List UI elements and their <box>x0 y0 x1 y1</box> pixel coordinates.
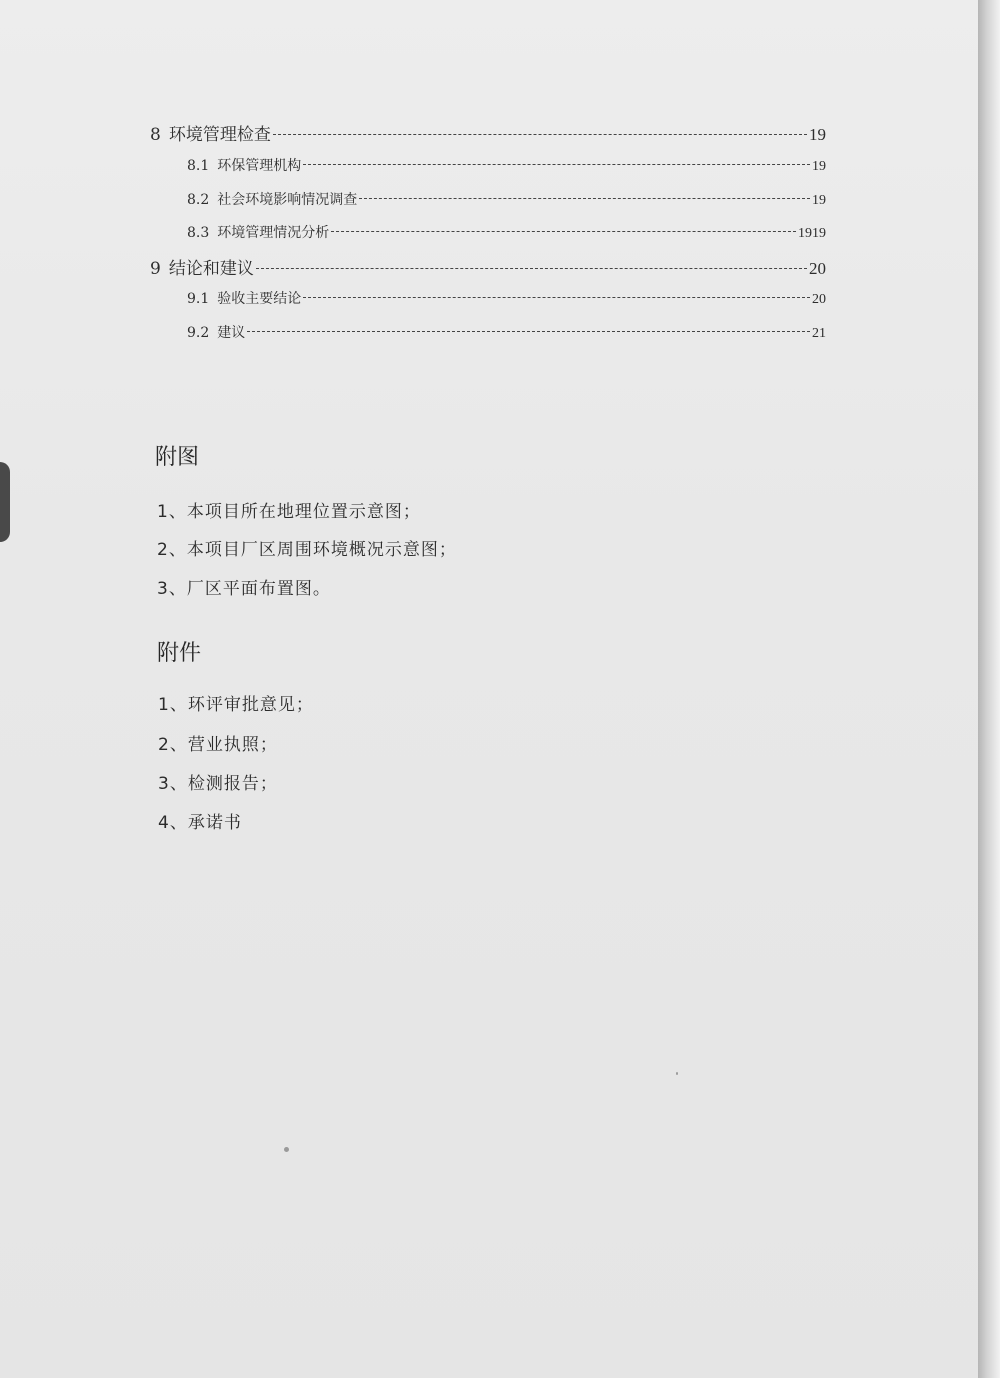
toc-number: 8 <box>150 125 161 145</box>
toc-title: 验收主要结论 <box>217 291 302 307</box>
toc-number: 8.3 <box>187 225 210 241</box>
toc-leader <box>359 198 810 199</box>
toc-number: 8.1 <box>187 158 210 174</box>
figures-heading: 附图 <box>155 445 200 470</box>
toc-entry-9 <box>150 254 826 279</box>
toc-page: 19 <box>809 125 826 144</box>
toc-entry-9-1 <box>187 288 826 308</box>
toc-leader <box>303 164 810 165</box>
toc-title: 建议 <box>217 325 246 341</box>
toc-title: 环保管理机构 <box>217 158 302 174</box>
binding-notch <box>0 462 10 542</box>
toc-leader <box>303 297 810 298</box>
toc-title: 环境管理检查 <box>168 125 271 145</box>
toc-title: 社会环境影响情况调查 <box>217 192 358 208</box>
toc-title: 结论和建议 <box>168 259 254 279</box>
toc-page: 19 <box>812 193 826 208</box>
toc-leader <box>247 331 810 332</box>
toc-entry-8-3 <box>187 222 826 242</box>
toc-number: 9.2 <box>187 325 210 341</box>
page-edge-shadow <box>978 0 1000 1378</box>
attachment-item-2: 2、营业执照； <box>158 735 278 755</box>
figure-item-2: 2、本项目厂区周围环境概况示意图； <box>157 540 457 560</box>
toc-number: 9.1 <box>187 291 210 307</box>
toc-number: 9 <box>150 259 161 279</box>
toc-page: 20 <box>812 292 826 307</box>
toc-leader <box>273 134 807 135</box>
toc-entry-8-1 <box>187 155 826 175</box>
attachment-item-1: 1、环评审批意见； <box>158 695 314 715</box>
toc-leader <box>256 268 807 269</box>
toc-entry-9-2 <box>187 322 826 342</box>
figure-item-1: 1、本项目所在地理位置示意图； <box>157 502 421 522</box>
toc-title: 环境管理情况分析 <box>217 225 330 241</box>
figure-item-3: 3、厂区平面布置图。 <box>157 579 331 599</box>
attachments-heading: 附件 <box>157 641 202 666</box>
toc-entry-8-2 <box>187 189 826 209</box>
toc-number: 8.2 <box>187 192 210 208</box>
toc-page: 1919 <box>798 226 826 241</box>
attachment-item-4: 4、承诺书 <box>158 813 242 833</box>
toc-page: 19 <box>812 159 826 174</box>
toc-page: 20 <box>809 259 826 278</box>
toc-page: 21 <box>812 326 826 341</box>
toc-leader <box>331 231 796 232</box>
scan-speck <box>284 1147 289 1152</box>
scan-speck <box>676 1072 678 1075</box>
attachment-item-3: 3、检测报告； <box>158 774 278 794</box>
toc-entry-8 <box>150 120 826 145</box>
